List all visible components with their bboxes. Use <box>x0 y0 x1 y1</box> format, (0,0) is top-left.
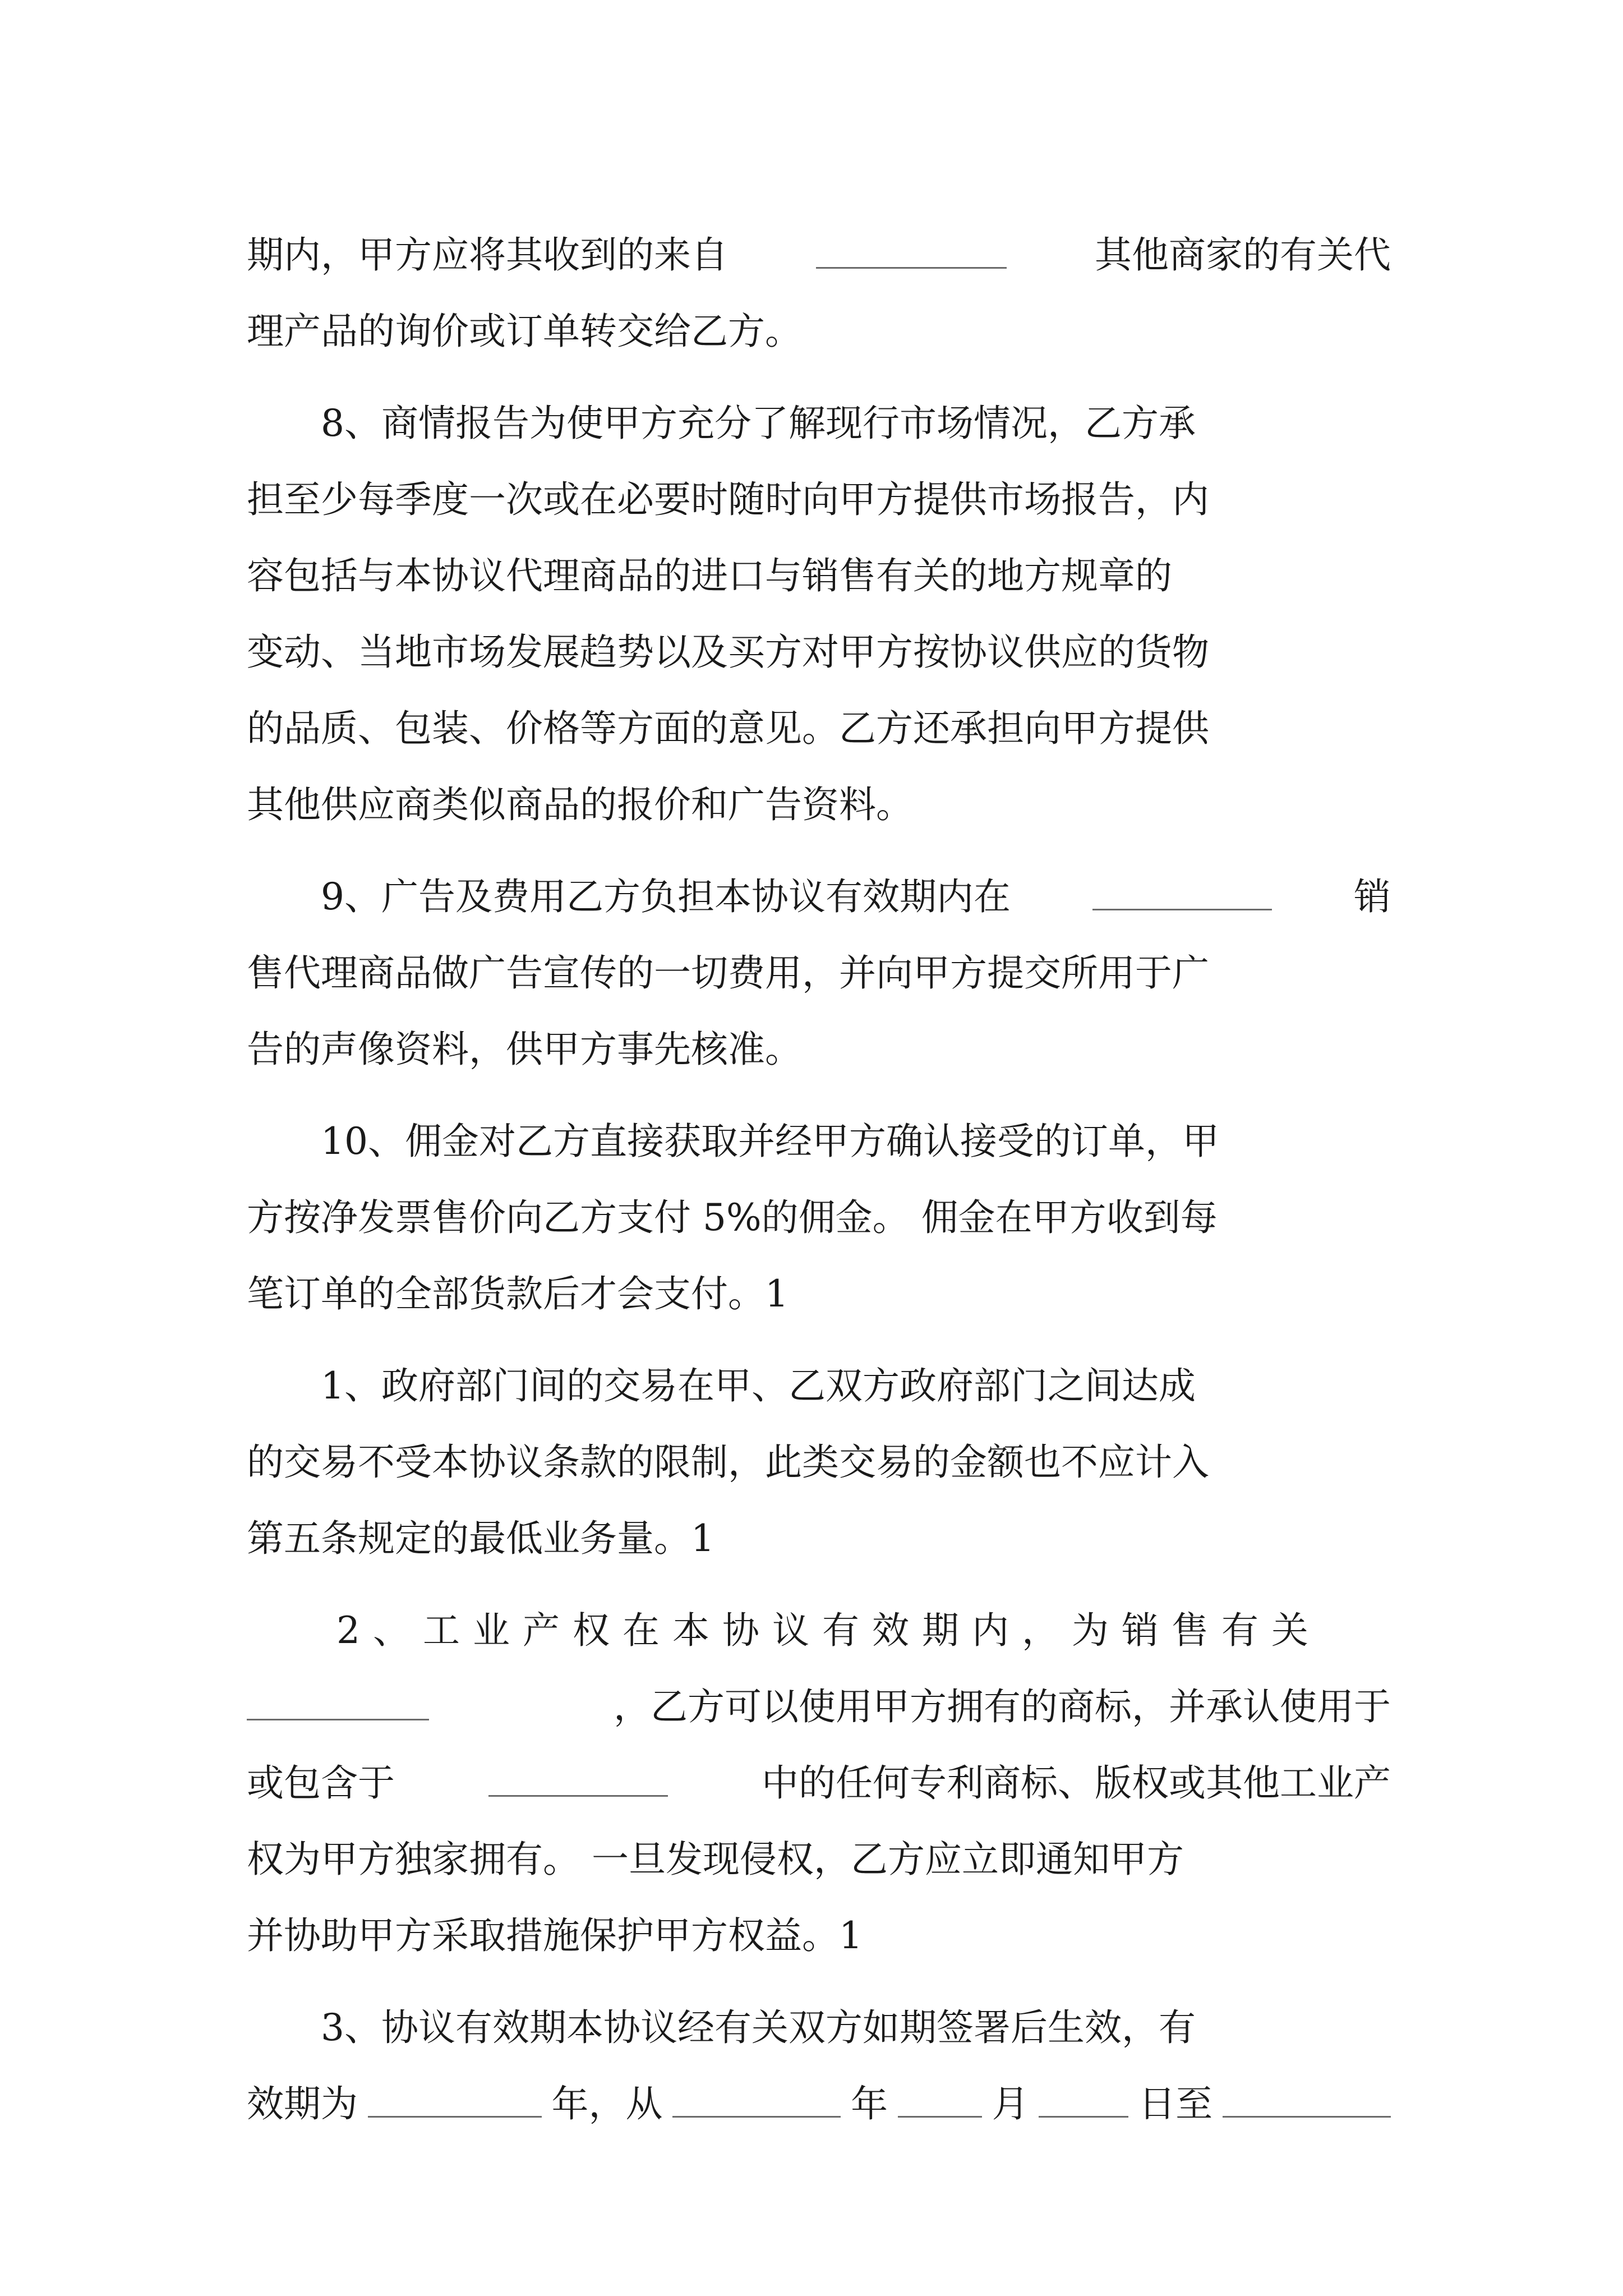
text-segment: 中的任何专利商标、版权或其他工业产 <box>762 1761 1391 1805</box>
fill-in-blank <box>247 1686 429 1720</box>
text-segment: 其他商家的有关代 <box>1095 233 1391 277</box>
text-line <box>247 213 1391 289</box>
text-segment: 容包括与本协议代理商品的进口与销售有关的地方规章的 <box>247 554 1172 597</box>
text-segment: 其他供应商类似商品的报价和广告资料。 <box>247 783 913 826</box>
text-line <box>247 458 1391 534</box>
text-line <box>247 1894 1391 1970</box>
text-line <box>247 1497 1391 1573</box>
text-line <box>247 1420 1391 1497</box>
fill-in-blank <box>816 234 1007 269</box>
text-line <box>247 1176 1391 1252</box>
text-line <box>247 1818 1391 1894</box>
fill-in-blank <box>672 2083 841 2118</box>
text-segment: 年 <box>851 2082 888 2125</box>
text-segment: 日至 <box>1138 2082 1213 2125</box>
text-segment: 月 <box>992 2082 1029 2125</box>
document-page <box>247 213 1391 2138</box>
text-segment: 9、广告及费用乙方负担本协议有效期内在 <box>321 875 1011 918</box>
text-segment: 变动、当地市场发展趋势以及买方对甲方按协议供应的货物 <box>247 630 1209 674</box>
fill-in-blank <box>1092 876 1272 910</box>
text-line <box>247 1252 1391 1328</box>
text-line <box>247 381 1391 458</box>
text-line <box>247 1589 1391 1665</box>
fill-in-blank <box>1223 2083 1391 2118</box>
text-line <box>247 687 1391 763</box>
text-segment: 理产品的询价或订单转交给乙方。 <box>247 309 802 353</box>
fill-in-blank <box>368 2083 542 2118</box>
text-segment: 笔订单的全部货款后才会支付。1 <box>247 1272 789 1315</box>
text-segment: 方按净发票售价向乙方支付 5%的佣金。 佣金在甲方收到每 <box>247 1195 1218 1239</box>
text-segment: 权为甲方独家拥有。 一旦发现侵权，乙方应立即通知甲方 <box>247 1837 1184 1881</box>
text-segment: 8、商情报告为使甲方充分了解现行市场情况，乙方承 <box>321 401 1196 445</box>
text-line <box>247 1986 1391 2062</box>
text-segment: 年，从 <box>551 2082 663 2125</box>
text-line <box>247 763 1391 839</box>
fill-in-blank <box>1039 2083 1128 2118</box>
text-segment: 效期为 <box>247 2082 358 2125</box>
fill-in-blank <box>898 2083 982 2118</box>
text-segment: 担至少每季度一次或在必要时随时向甲方提供市场报告，内 <box>247 477 1209 521</box>
text-segment: 期内，甲方应将其收到的来自 <box>247 233 728 277</box>
text-segment: 的交易不受本协议条款的限制，此类交易的金额也不应计入 <box>247 1440 1209 1484</box>
text-segment: 2、工业产权在本协议有效期内，为销售有关 <box>336 1608 1321 1652</box>
text-segment: 10、佣金对乙方直接获取并经甲方确认接受的订单，甲 <box>321 1119 1219 1163</box>
text-segment: 或包含于 <box>247 1761 395 1805</box>
text-line <box>247 1007 1391 1084</box>
fill-in-blank <box>488 1763 668 1797</box>
text-line <box>247 1741 1391 1818</box>
text-segment: ，乙方可以使用甲方拥有的商标，并承认使用于 <box>614 1685 1391 1728</box>
text-segment: 的品质、包装、价格等方面的意见。乙方还承担向甲方提供 <box>247 706 1209 750</box>
text-segment: 第五条规定的最低业务量。1 <box>247 1516 714 1560</box>
text-line <box>247 1665 1391 1741</box>
text-line <box>247 289 1391 366</box>
text-line <box>247 534 1391 610</box>
text-line <box>247 1099 1391 1176</box>
text-segment: 售代理商品做广告宣传的一切费用，并向甲方提交所用于广 <box>247 951 1209 995</box>
text-segment: 销 <box>1354 875 1391 918</box>
text-line <box>247 855 1391 931</box>
text-segment: 告的声像资料，供甲方事先核准。 <box>247 1027 802 1071</box>
text-segment: 1、政府部门间的交易在甲、乙双方政府部门之间达成 <box>321 1364 1196 1407</box>
text-segment: 并协助甲方采取措施保护甲方权益。1 <box>247 1913 863 1957</box>
text-line <box>247 2062 1391 2138</box>
text-line <box>247 610 1391 687</box>
text-line <box>247 931 1391 1007</box>
text-line <box>247 1344 1391 1420</box>
text-segment: 3、协议有效期本协议经有关双方如期签署后生效，有 <box>321 2005 1196 2049</box>
